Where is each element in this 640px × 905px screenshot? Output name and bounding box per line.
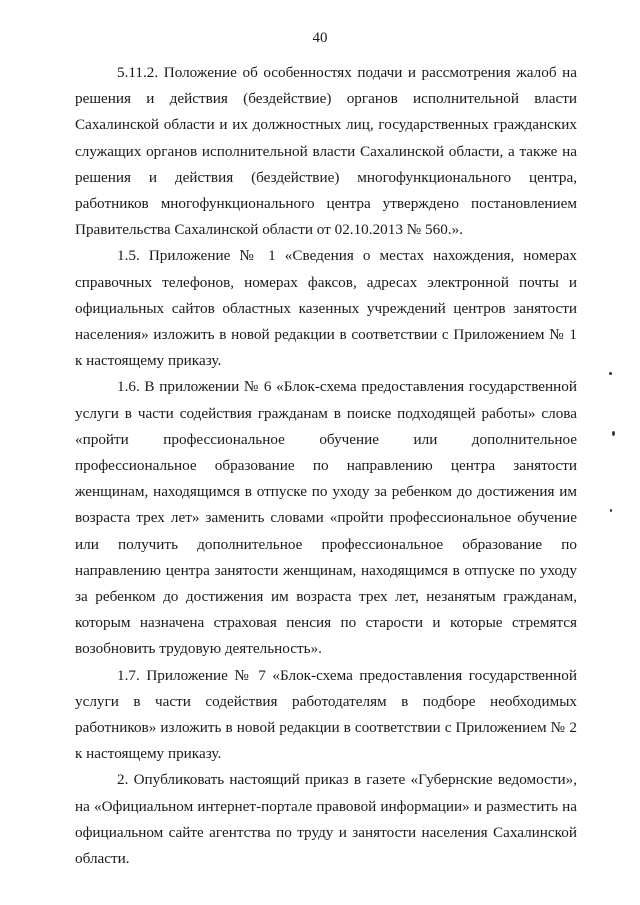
paragraph-1-5: 1.5. Приложение № 1 «Сведения о местах нахождения, номерах справочных телефонов, номерах факсов, адресах электронной почты и официальных сайтов областных казенных учреждений центров занятости населения» изложить в новой редакции в соответствии с Приложением № 1 к настоящему приказу. xyxy=(75,247,577,370)
document-body xyxy=(75,60,577,872)
scan-speck xyxy=(612,431,615,436)
scan-speck xyxy=(610,509,612,512)
paragraph-2: 2. Опубликовать настоящий приказ в газете «Губернские ведомости», на «Официальном интернет-портале правовой информации» и разместить на официальном сайте агентства по труду и занятости населения Сахалинской области. xyxy=(75,771,577,868)
paragraph-1-7: 1.7. Приложение № 7 «Блок-схема предоставления государственной услуги в части содействия работодателям в подборе необходимых работников» изложить в новой редакции в соответствии с Приложением № 2 к настоящему приказу. xyxy=(75,666,577,763)
scan-speck xyxy=(609,372,612,375)
paragraph-5-11-2: 5.11.2. Положение об особенностях подачи и рассмотрения жалоб на решения и действия (бездействие) органов исполнительной власти Сахалинской области и их должностных лиц, государственных гражданских служащих органов исполнительной власти Сахалинской области, а также на решения и действия (бездействие) многофункционального центра, работников многофункционального центра утверждено постановлением Правительства Сахалинской области от 02.10.2013 № 560.». xyxy=(75,64,577,239)
page-number: 40 xyxy=(312,30,328,46)
paragraph-1-6: 1.6. В приложении № 6 «Блок-схема предоставления государственной услуги в части содействия гражданам в поиске подходящей работы» слова «пройти профессиональное обучение или дополнительное профессиональное образование по направлению центра занятости женщинам, находящимся в отпуске по уходу за ребенком до достижения им возраста трех лет» заменить словами «пройти профессиональное обучение или получить дополнительное профессиональное образование по направлению центра занятости женщинам, находящимся в отпуске по уходу за ребенком до достижения им возраста трех лет, незанятым гражданам, которым назначена страховая пенсия по старости и которые стремятся возобновить трудовую деятельность». xyxy=(75,378,577,658)
